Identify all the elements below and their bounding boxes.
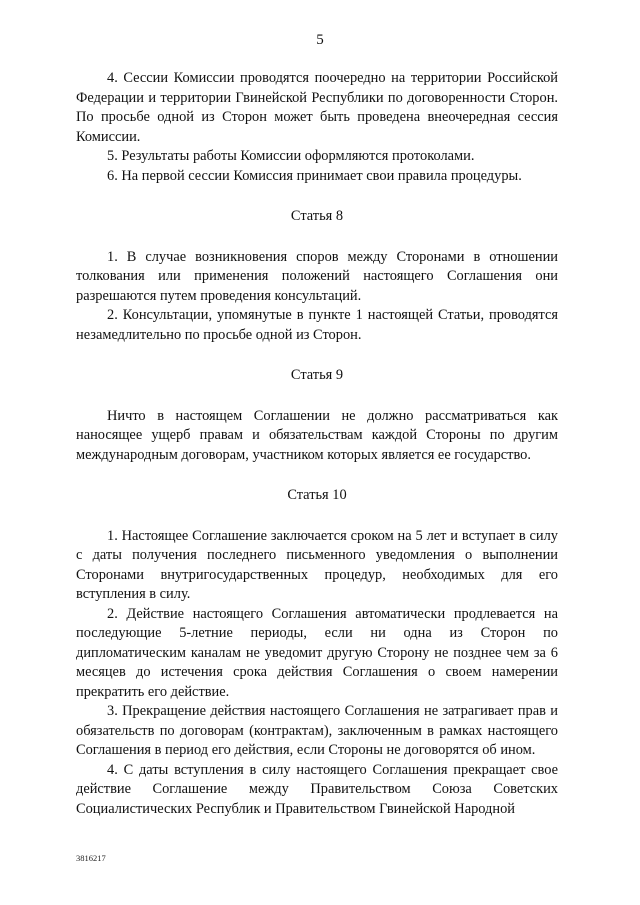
page-number: 5 <box>316 32 324 48</box>
paragraph-art7-item4: 4. Сессии Комиссии проводятся поочередно на территории Российской Федерации и территории Гвинейской Республики по договоренности Сторон. По просьбе одной из Сторон может быть проведена внеочередная сессия Комиссии. <box>76 70 558 145</box>
spacer <box>76 186 558 207</box>
spacer <box>76 345 558 366</box>
document-body <box>76 69 558 819</box>
article-heading-8: Статья 8 <box>290 208 344 224</box>
document-code: 3816217 <box>76 853 106 863</box>
paragraph-art7-item5: 5. Результаты работы Комиссии оформляются протоколами. <box>107 148 475 164</box>
paragraph-art7-item6: 6. На первой сессии Комиссия принимает свои правила процедуры. <box>107 167 522 184</box>
paragraph-art10-item4: 4. С даты вступления в силу настоящего Соглашения прекращает свое действие Соглашение между Правительством Союза Советских Социалистических Республик и Правительством Гвинейской Народной <box>76 761 558 817</box>
paragraph-art8-item2: 2. Консультации, упомянутые в пункте 1 настоящей Статьи, проводятся незамедлительно по просьбе одной из Сторон. <box>76 307 558 343</box>
article-heading-10: Статья 10 <box>287 487 347 503</box>
article-heading-9: Статья 9 <box>290 367 344 383</box>
spacer <box>76 386 558 407</box>
paragraph-art9: Ничто в настоящем Соглашении не должно рассматриваться как наносящее ущерб правам и обязательствам каждой Стороны по другим международным договорам, участником которых является ее государство. <box>76 407 558 463</box>
spacer <box>76 227 558 248</box>
paragraph-art10-item2: 2. Действие настоящего Соглашения автоматически продлевается на последующие 5-летние периоды, если ни одна из Сторон по дипломатическим каналам не уведомит другую Сторону не позднее чем за 6 месяцев до истечения срока действия Соглашения о своем намерении прекратить его действие. <box>76 605 558 700</box>
paragraph-art8-item1: 1. В случае возникновения споров между Сторонами в отношении толкования или применения положений настоящего Соглашения они разрешаются путем проведения консультаций. <box>76 248 558 304</box>
spacer <box>76 465 558 486</box>
spacer <box>76 506 558 527</box>
paragraph-art10-item3: 3. Прекращение действия настоящего Соглашения не затрагивает прав и обязательств по договорам (контрактам), заключенным в рамках настоящего Соглашения в период его действия, если Стороны не договорятся об ином. <box>76 703 558 758</box>
paragraph-art10-item1: 1. Настоящее Соглашение заключается сроком на 5 лет и вступает в силу с даты получения последнего письменного уведомления о выполнении Сторонами внутригосударственных процедур, необходимых для его вступления в силу. <box>76 527 558 602</box>
